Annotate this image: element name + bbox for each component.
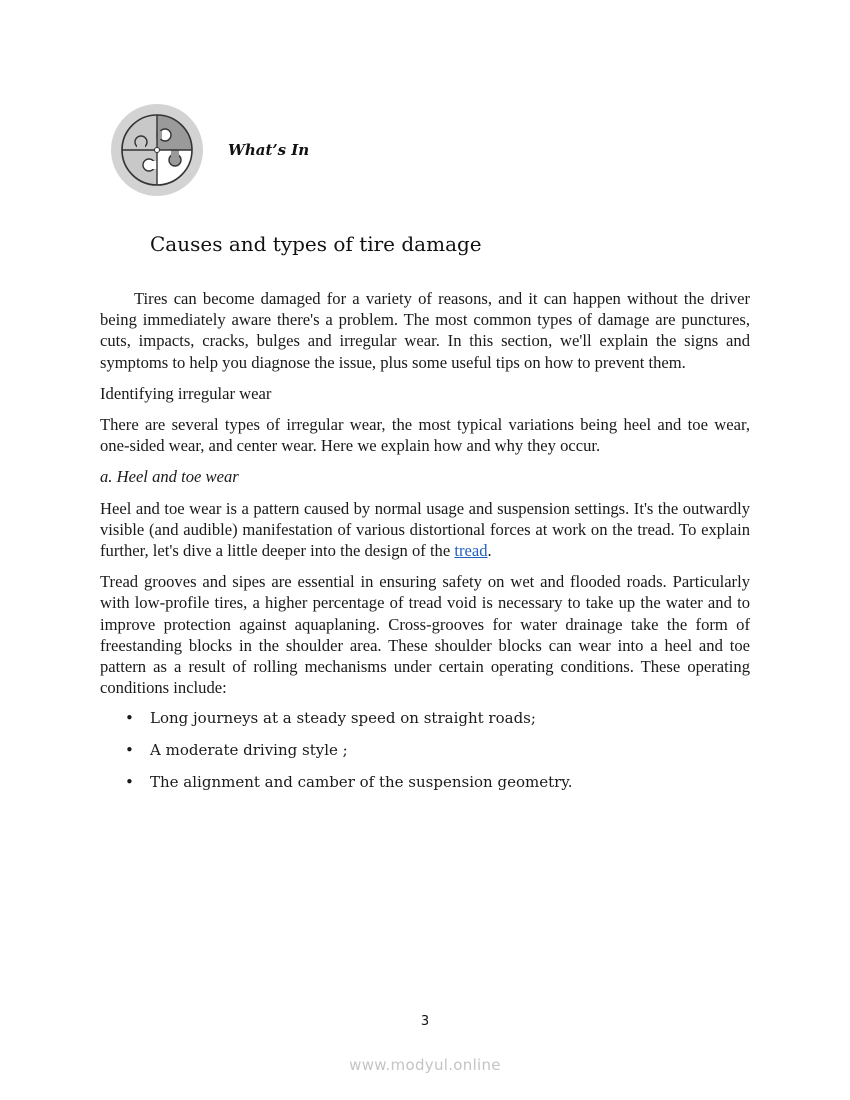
bullet-icon: • [125,709,134,728]
page-title: Causes and types of tire damage [150,232,482,256]
watermark: www.modyul.online [349,1056,501,1074]
list-item [100,740,750,761]
list-item [100,772,750,793]
heel-toe-heading: a. Heel and toe wear [100,467,239,487]
heel-toe-text-end: . [487,541,492,561]
subheading-irregular-wear: Identifying irregular wear [100,383,272,403]
list-item-text: The alignment and camber of the suspension geometry. [150,773,573,792]
heel-toe-paragraph [100,498,750,562]
irregular-wear-paragraph: There are several types of irregular wear, the most typical variations being heel and toe wear, one-sided wear, and center wear. Here we explain how and why they occur. [100,415,750,456]
document-body [100,288,750,804]
tread-paragraph: Tread grooves and sipes are essential in ensuring safety on wet and flooded roads. Particularly with low-profile tires, a higher percentage of tread void is necessary to take up the water and to improve protection against aquaplaning. Cross-grooves for water drainage take the form of freestanding blocks in the shoulder area. These shoulder blocks can wear into a heel and toe pattern as a result of rolling mechanisms under certain operating conditions. These operating conditions include: [100,572,750,698]
puzzle-icon [111,104,203,196]
conditions-list [100,708,750,793]
list-item-text: Long journeys at a steady speed on straight roads; [150,709,536,728]
bullet-icon: • [125,741,134,760]
bullet-icon: • [125,773,134,792]
page-number: 3 [420,1014,430,1029]
list-item-text: A moderate driving style ; [150,741,348,760]
intro-paragraph: Tires can become damaged for a variety of reasons, and it can happen without the driver being immediately aware there's a problem. The most common types of damage are punctures, cuts, impacts, cracks, bulges and irregular wear. In this section, we'll explain the signs and symptoms to help you diagnose the issue, plus some useful tips on how to prevent them. [100,289,750,372]
section-label: What’s In [228,141,310,159]
list-item [100,708,750,729]
heel-toe-text: Heel and toe wear is a pattern caused by normal usage and suspension settings. It's the outwardly visible (and audible) manifestation of various distortional forces at work on the tread. To explain further, let's dive a little deeper into the design of the [100,498,750,561]
tread-link[interactable]: tread [454,541,488,561]
